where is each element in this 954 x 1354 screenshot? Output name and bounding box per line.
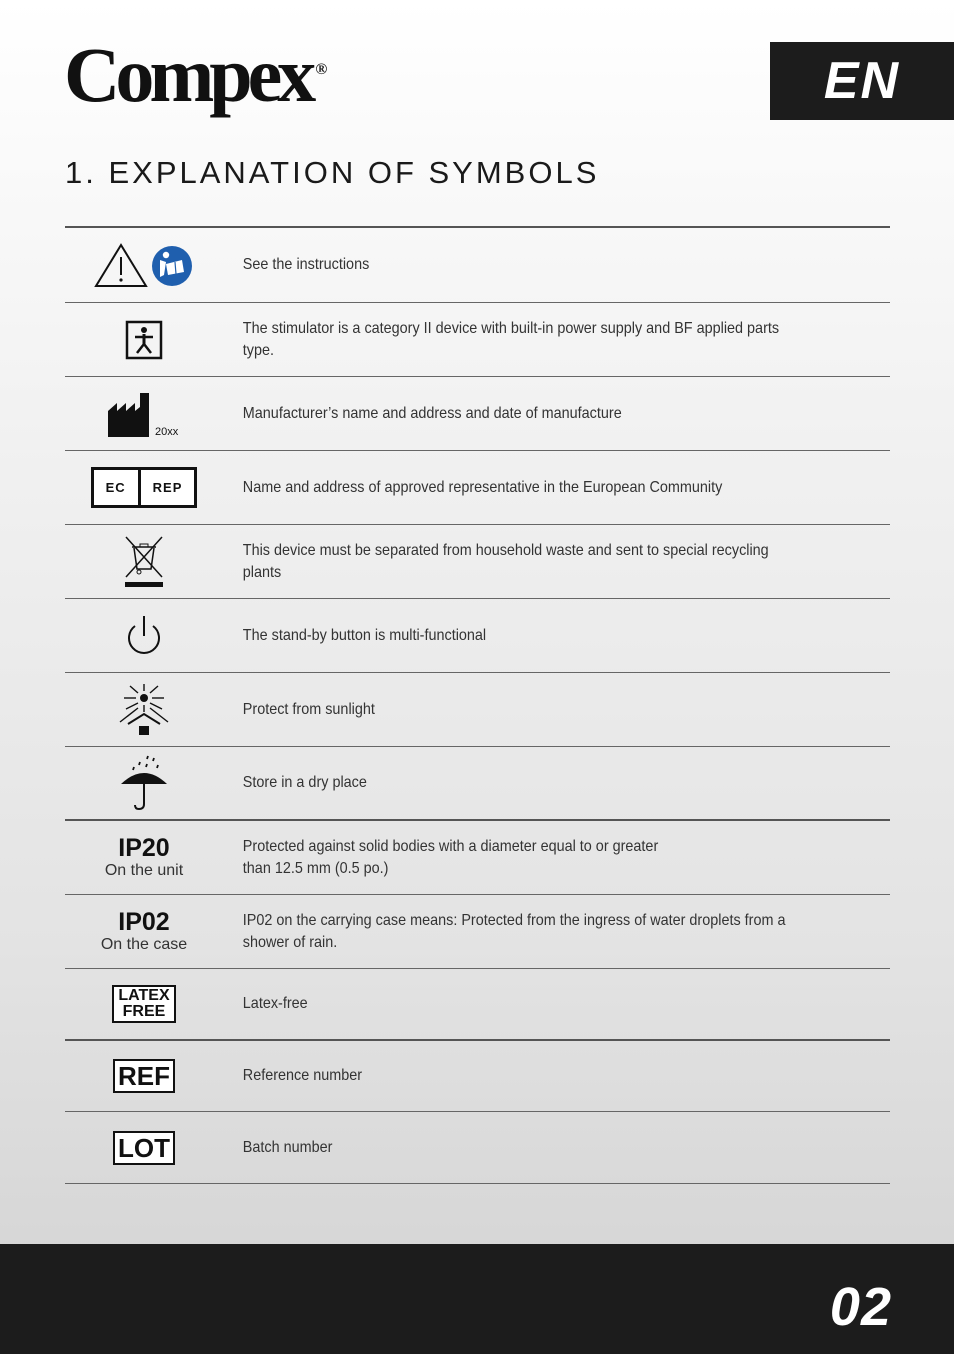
weee-crossed-bin-icon <box>122 535 166 589</box>
symbol-row <box>65 969 890 1041</box>
registered-mark: ® <box>315 61 328 78</box>
ip-rating-location: On the unit <box>104 861 184 879</box>
ec-rep-icon <box>91 467 198 508</box>
symbol-cell <box>65 320 223 360</box>
symbol-description: Store in a dry place <box>242 774 367 791</box>
latex-label: LATEX <box>118 987 170 1004</box>
bf-applied-part-icon <box>125 320 163 360</box>
protect-from-sunlight-icon <box>114 682 174 738</box>
ip-rating-code: IP02 <box>118 907 170 936</box>
keep-dry-umbrella-icon <box>118 754 170 812</box>
lot-icon: LOT <box>113 1131 175 1165</box>
symbol-description: Protected against solid bodies with a diameter equal to or greater than 12.5 mm (0.5 po.) <box>242 837 659 877</box>
symbol-description: Name and address of approved representative in the European Community <box>242 478 723 496</box>
symbol-row <box>65 525 890 599</box>
language-code: EN <box>823 52 901 110</box>
symbol-row <box>65 895 890 969</box>
manufacture-date-label: 20xx <box>155 425 179 438</box>
latex-free-icon <box>112 985 175 1023</box>
symbol-description: See the instructions <box>242 256 370 273</box>
symbol-cell <box>65 1059 223 1093</box>
symbol-cell <box>65 535 223 589</box>
symbol-cell <box>65 682 223 738</box>
symbol-row <box>65 377 890 451</box>
free-label: FREE <box>122 1003 166 1020</box>
symbol-cell <box>65 614 223 658</box>
symbol-cell <box>65 985 223 1023</box>
ip-rating-location: On the case <box>100 935 188 953</box>
symbol-row <box>65 821 890 895</box>
language-badge <box>770 42 954 120</box>
symbol-cell <box>65 835 223 881</box>
brand-name: Compex <box>64 31 312 118</box>
section-title: 1. EXPLANATION OF SYMBOLS <box>65 155 600 190</box>
footer-band <box>0 1244 954 1354</box>
ec-label: EC <box>105 480 126 495</box>
symbol-row <box>65 673 890 747</box>
symbol-cell <box>65 1131 223 1165</box>
symbol-cell <box>65 389 223 439</box>
warning-and-read-manual-icon <box>94 242 194 288</box>
symbol-description: This device must be separated from household waste and sent to special recycling plants <box>242 541 769 581</box>
symbol-description: Latex-free <box>242 995 308 1012</box>
symbol-row <box>65 228 890 303</box>
symbol-description: The stand-by button is multi-functional <box>242 626 487 644</box>
standby-power-icon <box>124 614 164 658</box>
symbol-row <box>65 303 890 377</box>
symbol-description: Protect from sunlight <box>242 700 375 718</box>
symbol-cell <box>65 754 223 812</box>
ref-icon: REF <box>113 1059 175 1093</box>
manufacturer-icon <box>104 389 184 439</box>
symbol-cell <box>65 909 223 955</box>
symbols-table <box>65 226 890 1184</box>
symbol-cell <box>65 467 223 508</box>
symbol-description: Manufacturer’s name and address and date of manufacture <box>242 404 622 422</box>
symbol-row <box>65 451 890 525</box>
symbol-description: Reference number <box>242 1067 363 1084</box>
symbol-cell <box>65 242 223 288</box>
page-number: 02 <box>829 1277 892 1337</box>
compex-logo <box>64 31 328 118</box>
ip-rating-code: IP20 <box>118 833 170 862</box>
symbol-description: IP02 on the carrying case means: Protected from the ingress of water droplets from a shower of rain. <box>242 911 786 951</box>
symbol-description: The stimulator is a category II device with built-in power supply and BF applied parts type. <box>242 319 780 359</box>
symbol-row <box>65 747 890 821</box>
symbol-row <box>65 599 890 673</box>
symbol-row <box>65 1112 890 1184</box>
rep-label: REP <box>138 470 195 505</box>
symbol-description: Batch number <box>242 1138 333 1156</box>
symbol-row <box>65 1041 890 1112</box>
